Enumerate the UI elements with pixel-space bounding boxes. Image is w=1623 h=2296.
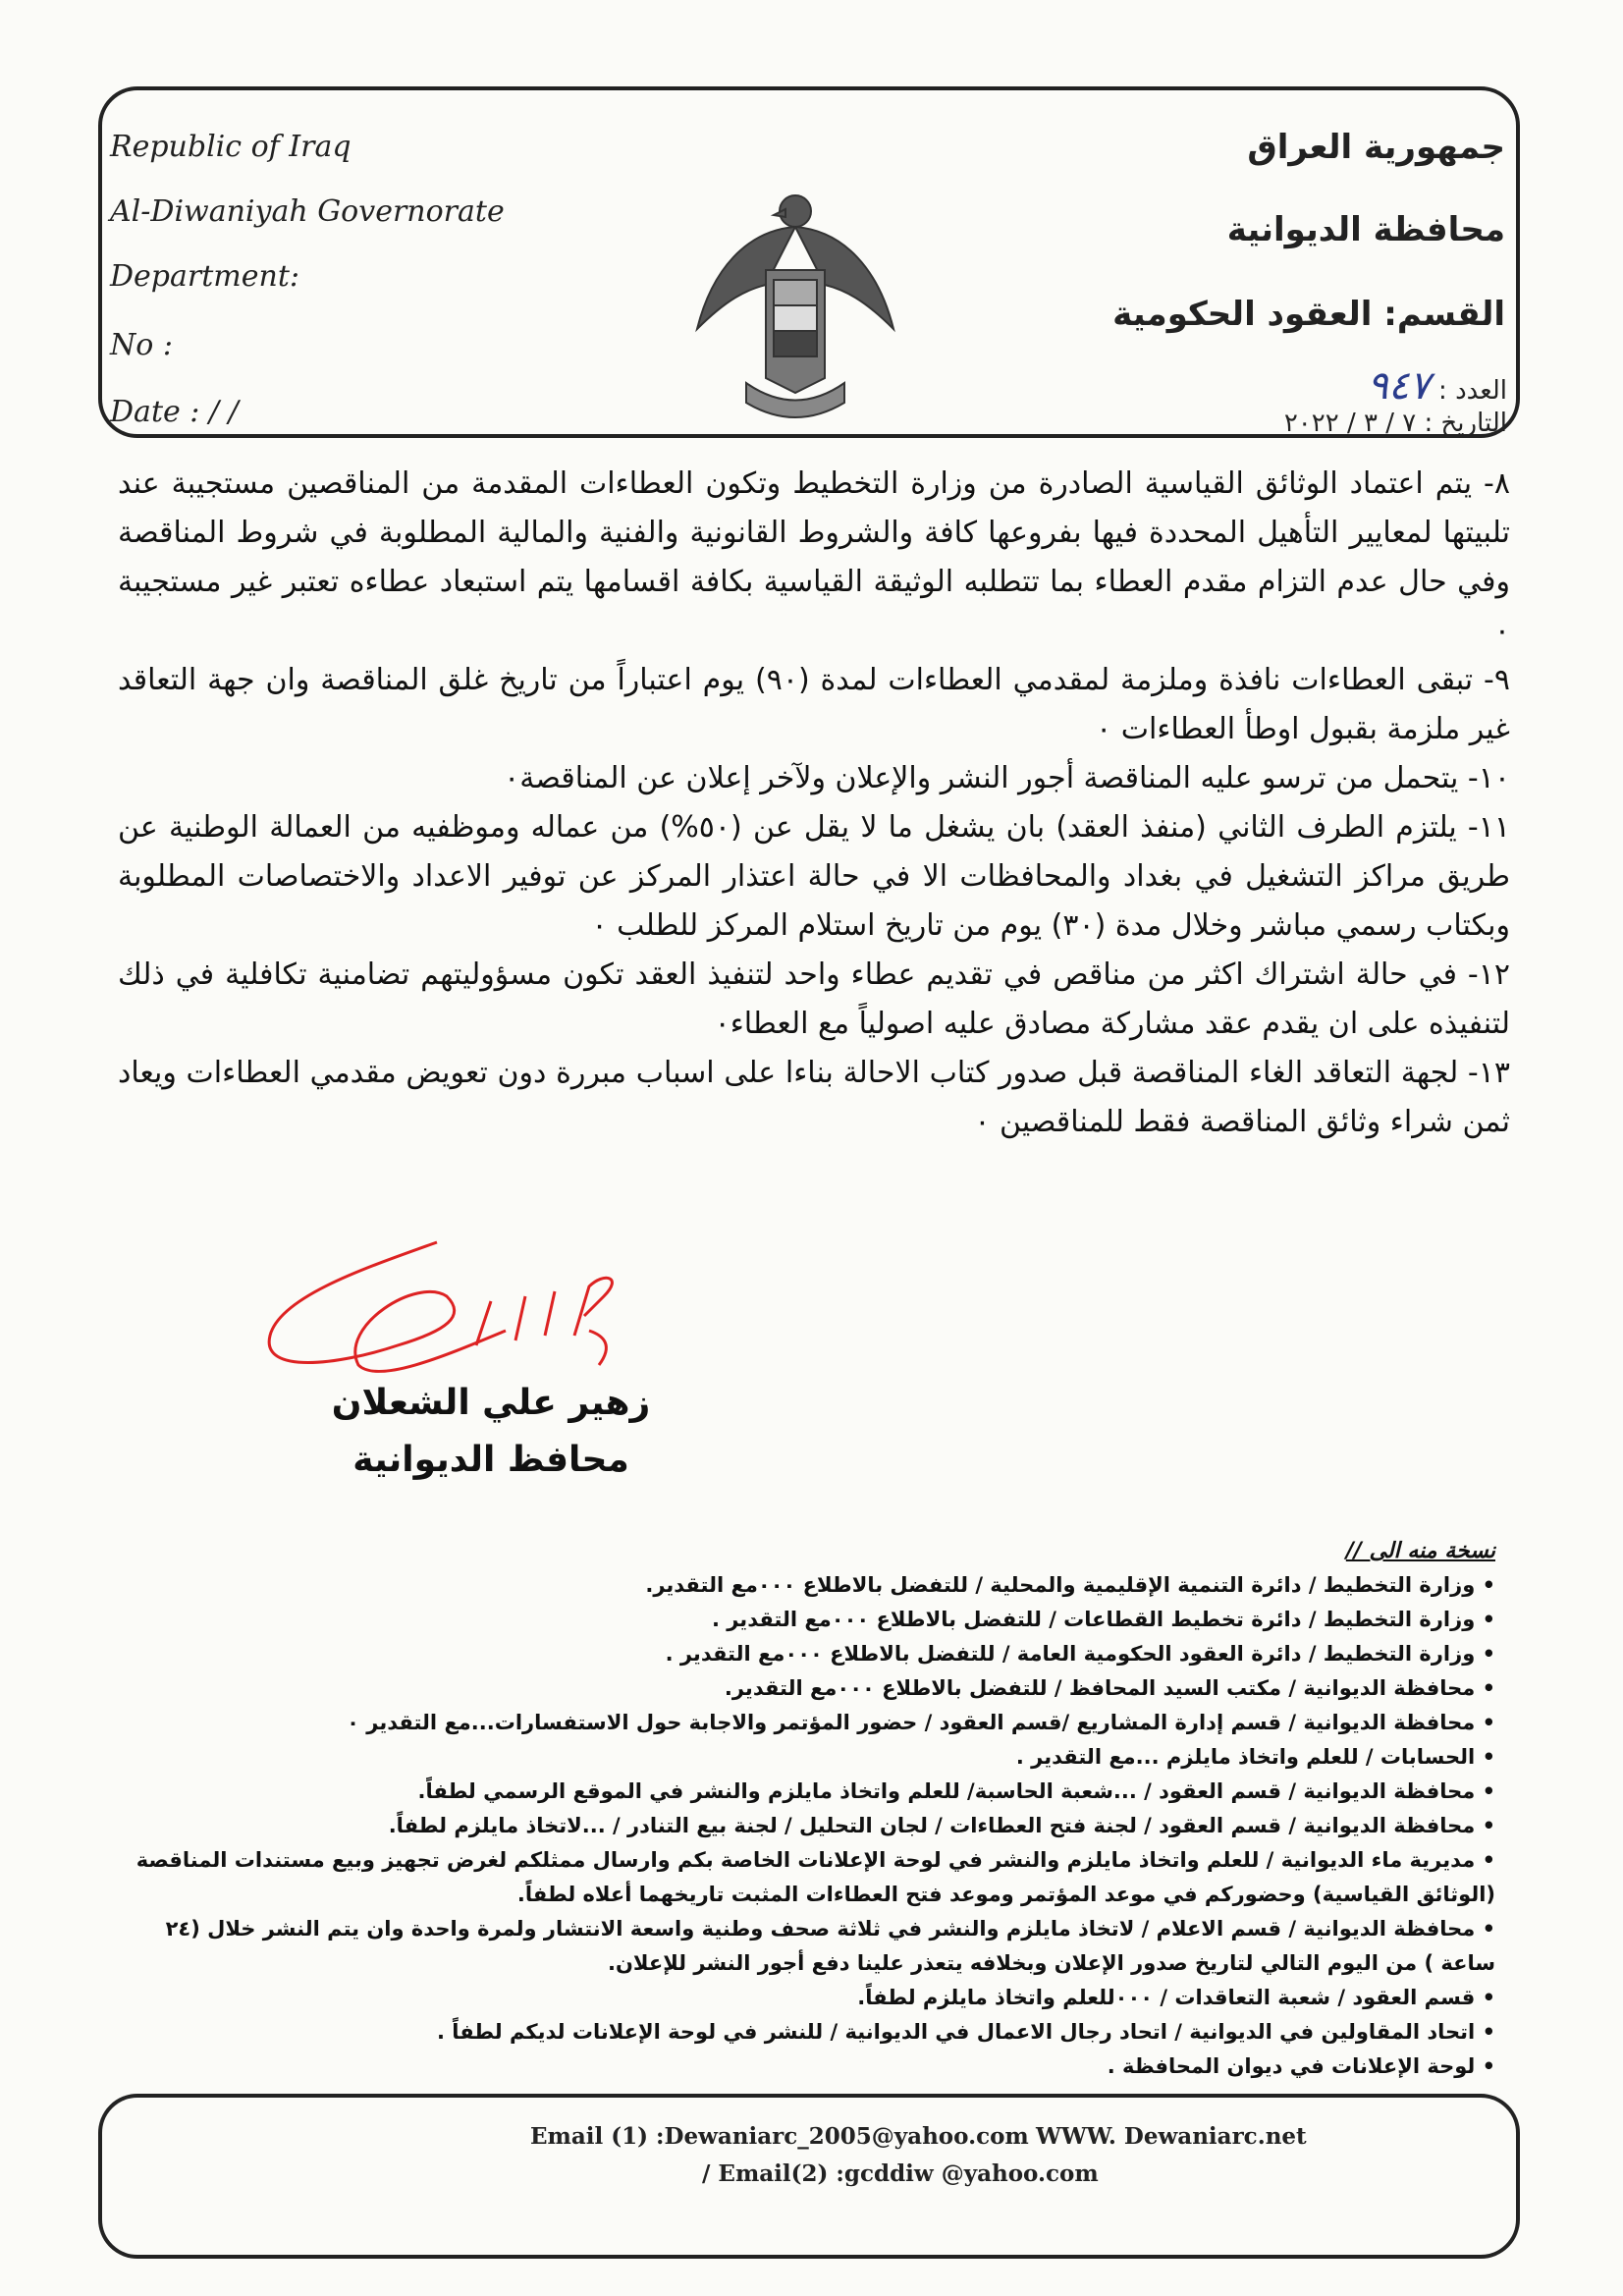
iraq-eagle-emblem-icon: [687, 182, 903, 427]
reference-number: [1367, 363, 1507, 409]
header-number-en: No :: [110, 328, 173, 362]
header-department-en: Department:: [110, 259, 299, 294]
signatory-block: [324, 1375, 658, 1489]
copy-recipient: • لوحة الإعلانات في ديوان المحافظة .: [108, 2050, 1495, 2084]
clause-9: ٩- تبقى العطاءات نافذة وملزمة لمقدمي العطاءات لمدة (٩٠) يوم اعتباراً من تاريخ غلق المناقصة وان جهة التعاقد غير ملزمة بقبول اوطأ العطاءات ٠: [118, 663, 1510, 746]
copy-recipient: • الحسابات / للعلم واتخاذ مايلزم ...مع التقدير .: [108, 1740, 1495, 1775]
copy-recipient: • محافظة الديوانية / قسم الاعلام / لاتخاذ مايلزم والنشر في ثلاثة صحف وطنية واسعة الانتشار ولمرة واحدة وان يتم النشر خلال (٢٤ ساعة ) من اليوم التالي لتاريخ صدور الإعلان وبخلافه يتعذر علينا دفع أجور النشر للإعلان.: [108, 1912, 1495, 1981]
copy-recipient: • محافظة الديوانية / قسم العقود / لجنة فتح العطاءات / لجان التحليل / لجنة بيع التنادر / ...لاتخاذ مايلزم لطفاً.: [108, 1809, 1495, 1843]
footer-email-2: / Email(2) :gcddiw @yahoo.com: [702, 2160, 1099, 2187]
clause-11: ١١- يلتزم الطرف الثاني (منفذ العقد) بان يشغل ما لا يقل عن (٥٠%) من عماله وموظفيه من العمالة الوطنية عن طريق مراكز التشغيل في بغداد والمحافظات الا في حالة اعتذار المركز عن توفير الاعداد والاختصاصات المطلوبة وبكتاب رسمي مباشر وخلال مدة (٣٠) يوم من تاريخ استلام المركز للطلب ٠: [118, 810, 1510, 943]
clause-10: ١٠- يتحمل من ترسو عليه المناقصة أجور النشر والإعلان ولآخر إعلان عن المناقصة٠: [504, 761, 1510, 795]
reference-date-value: ٧ / ٣ / ٢٠٢٢: [1283, 409, 1417, 438]
handwritten-signature-icon: [250, 1237, 673, 1394]
reference-number-value: ٩٤٧: [1367, 363, 1431, 409]
tender-clauses: [118, 460, 1510, 1147]
signatory-name: زهير علي الشعلان: [331, 1383, 651, 1423]
copy-recipient: • وزارة التخطيط / دائرة التنمية الإقليمية والمحلية / للتفضل بالاطلاع ٠٠٠مع التقدير.: [108, 1568, 1495, 1603]
copy-recipient: • قسم العقود / شعبة التعاقدات / ٠٠٠للعلم واتخاذ مايلزم لطفاً.: [108, 1981, 1495, 2015]
footer-website: WWW. Dewaniarc.net: [1036, 2123, 1307, 2150]
copy-recipient: • محافظة الديوانية / مكتب السيد المحافظ / للتفضل بالاطلاع ٠٠٠مع التقدير.: [108, 1671, 1495, 1706]
header-governorate-ar: محافظة الديوانية: [1226, 210, 1505, 249]
header-date-en: Date : / /: [110, 395, 239, 429]
header-department-ar: القسم: العقود الحكومية: [1112, 295, 1505, 334]
copy-recipient: • وزارة التخطيط / دائرة العقود الحكومية العامة / للتفضل بالاطلاع ٠٠٠مع التقدير .: [108, 1637, 1495, 1671]
header-republic-en: Republic of Iraq: [110, 130, 352, 164]
copy-recipient: • اتحاد المقاولين في الديوانية / اتحاد رجال الاعمال في الديوانية / للنشر في لوحة الإعلانات لديكم لطفاً .: [108, 2015, 1495, 2050]
clause-12: ١٢- في حالة اشتراك اكثر من مناقص في تقديم عطاء واحد لتنفيذ العقد تكون مسؤوليتهم تضامنية تكافلية في ذلك لتنفيذه على ان يقدم عقد مشاركة مصادق عليه اصولياً مع العطاء٠: [118, 957, 1510, 1041]
copy-recipient: • محافظة الديوانية / قسم العقود / ...شعبة الحاسبة/ للعلم واتخاذ مايلزم والنشر في الموقع الرسمي لطفاً.: [108, 1775, 1495, 1809]
reference-number-label: العدد :: [1438, 376, 1507, 406]
clause-13: ١٣- لجهة التعاقد الغاء المناقصة قبل صدور كتاب الاحالة بناءا على اسباب مبررة دون تعويض مقدمي العطاءات ويعاد ثمن شراء وثائق المناقصة فقط للمناقصين ٠: [118, 1056, 1510, 1139]
header-republic-ar: جمهورية العراق: [1247, 128, 1505, 167]
copy-recipient: • محافظة الديوانية / قسم إدارة المشاريع /قسم العقود / حضور المؤتمر والاجابة حول الاستفسارات...مع التقدير ٠: [108, 1706, 1495, 1740]
copy-recipient: • وزارة التخطيط / دائرة تخطيط القطاعات / للتفضل بالاطلاع ٠٠٠مع التقدير .: [108, 1603, 1495, 1637]
signatory-title: محافظ الديوانية: [352, 1440, 629, 1480]
footer-email-1: Email (1) :Dewaniarc_2005@yahoo.com: [530, 2123, 1029, 2150]
reference-date: [1284, 409, 1507, 438]
reference-date-label: التاريخ :: [1424, 409, 1507, 438]
copy-recipient: • مديرية ماء الديوانية / للعلم واتخاذ مايلزم والنشر في لوحة الإعلانات الخاصة بكم وارسال ممثلكم لغرض تجهيز وبيع مستندات المناقصة (الوثائق القياسية) وحضوركم في موعد المؤتمر وموعد فتح العطاءات المثبت تاريخهما أعلاه لطفاً.: [108, 1843, 1495, 1912]
clause-8: ٨- يتم اعتماد الوثائق القياسية الصادرة من وزارة التخطيط وتكون العطاءات المقدمة من المناقصين مستجيبة عند تلبيتها لمعايير التأهيل المحددة فيها بفروعها كافة والشروط القانونية والفنية والمالية المطلوبة في شروط المناقصة وفي حال عدم التزام مقدم العطاء بما تتطلبه الوثيقة القياسية بكافة اقسامها يتم استبعاد عطاءه تعتبر غير مستجيبة ٠: [118, 466, 1510, 648]
header-governorate-en: Al-Diwaniyah Governorate: [110, 194, 505, 229]
copies-title: نسخة منه الى //: [1345, 1539, 1495, 1563]
copies-to-list: [108, 1534, 1495, 2084]
